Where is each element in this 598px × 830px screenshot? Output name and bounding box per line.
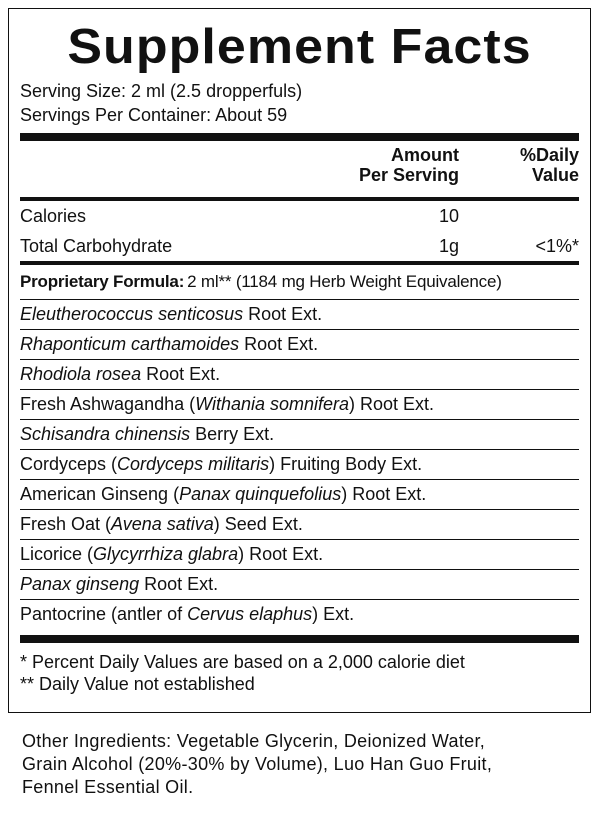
proprietary-formula-label: Proprietary Formula:	[20, 272, 185, 291]
proprietary-formula-row	[20, 265, 579, 299]
amount-header-line-1: Amount	[391, 145, 459, 165]
amount-header-line-2: Per Serving	[358, 165, 459, 185]
ingredient-text: Cordyceps (	[20, 454, 118, 474]
other-ingredients-line: Grain Alcohol (20%-30% by Volume), Luo Han Guo Fruit,	[22, 754, 493, 774]
ingredient-latin-name: Cordyceps militaris	[117, 454, 270, 474]
supplement-facts-panel	[8, 8, 591, 713]
ingredient-row	[20, 389, 579, 419]
ingredient-latin-name: Glycyrrhiza glabra	[93, 544, 239, 564]
ingredient-text: Root Ext.	[141, 364, 221, 384]
footnote-percent-dv: * Percent Daily Values are based on a 2,000 calorie diet	[20, 652, 465, 672]
ingredient-latin-name: Schisandra chinensis	[20, 424, 191, 444]
ingredient-latin-name: Panax ginseng	[20, 574, 140, 594]
other-ingredients-line: Other Ingredients: Vegetable Glycerin, Deionized Water,	[22, 731, 486, 751]
panel-title: Supplement Facts	[67, 20, 532, 74]
ingredient-row	[20, 569, 579, 599]
ingredient-latin-name: Avena sativa	[111, 514, 214, 534]
ingredient-text: Licorice (	[20, 544, 94, 564]
other-ingredients	[22, 730, 582, 799]
divider-thick	[20, 635, 579, 643]
divider-thick	[20, 133, 579, 141]
ingredient-row	[20, 449, 579, 479]
daily-value-header-line-1: %Daily	[519, 145, 579, 165]
ingredient-row	[20, 359, 579, 389]
ingredient-latin-name: Panax quinquefolius	[179, 484, 342, 504]
ingredient-text: Fresh Ashwagandha (	[20, 394, 196, 414]
ingredient-text: Root Ext.	[139, 574, 219, 594]
ingredient-text: ) Fruiting Body Ext.	[269, 454, 423, 474]
nutrient-row	[20, 201, 579, 231]
ingredient-text: Fresh Oat (	[20, 514, 112, 534]
nutrient-amount: 10	[438, 205, 459, 226]
ingredient-row	[20, 299, 579, 329]
ingredient-row	[20, 479, 579, 509]
footnotes	[20, 651, 579, 695]
ingredient-row	[20, 509, 579, 539]
footnote-dv-not-established: ** Daily Value not established	[20, 674, 255, 694]
servings-per-container: Servings Per Container: About 59	[20, 105, 288, 125]
ingredient-text: Root Ext.	[239, 334, 319, 354]
nutrient-name: Calories	[20, 205, 87, 226]
ingredient-latin-name: Withania somnifera	[195, 394, 350, 414]
ingredient-latin-name: Rhaponticum carthamoides	[20, 334, 240, 354]
ingredient-latin-name: Rhodiola rosea	[20, 364, 142, 384]
column-header	[20, 141, 579, 197]
ingredient-text: ) Root Ext.	[349, 394, 435, 414]
proprietary-formula-detail: 2 ml** (1184 mg Herb Weight Equivalence)	[187, 272, 502, 291]
ingredient-row	[20, 329, 579, 359]
ingredient-latin-name: Cervus elaphus	[187, 604, 313, 624]
ingredient-text: Pantocrine (antler of	[20, 604, 188, 624]
ingredient-row	[20, 419, 579, 449]
ingredient-text: Berry Ext.	[190, 424, 275, 444]
ingredient-row	[20, 599, 579, 629]
nutrient-daily-value: <1%*	[535, 235, 579, 256]
nutrient-name: Total Carbohydrate	[20, 235, 173, 256]
other-ingredients-line: Fennel Essential Oil.	[22, 777, 194, 797]
serving-size: Serving Size: 2 ml (2.5 dropperfuls)	[20, 81, 303, 101]
daily-value-header	[462, 145, 579, 197]
ingredient-text: ) Ext.	[312, 604, 355, 624]
ingredient-row	[20, 539, 579, 569]
daily-value-header-line-2: Value	[531, 165, 579, 185]
ingredient-text: ) Seed Ext.	[213, 514, 303, 534]
nutrient-row	[20, 231, 579, 261]
ingredient-text: Root Ext.	[243, 304, 323, 324]
ingredient-latin-name: Eleutherococcus senticosus	[20, 304, 244, 324]
amount-header	[332, 145, 462, 197]
ingredient-text: ) Root Ext.	[341, 484, 427, 504]
ingredient-text: American Ginseng (	[20, 484, 180, 504]
panel-content	[20, 9, 579, 695]
ingredient-text: ) Root Ext.	[238, 544, 324, 564]
nutrient-amount: 1g	[438, 235, 459, 256]
